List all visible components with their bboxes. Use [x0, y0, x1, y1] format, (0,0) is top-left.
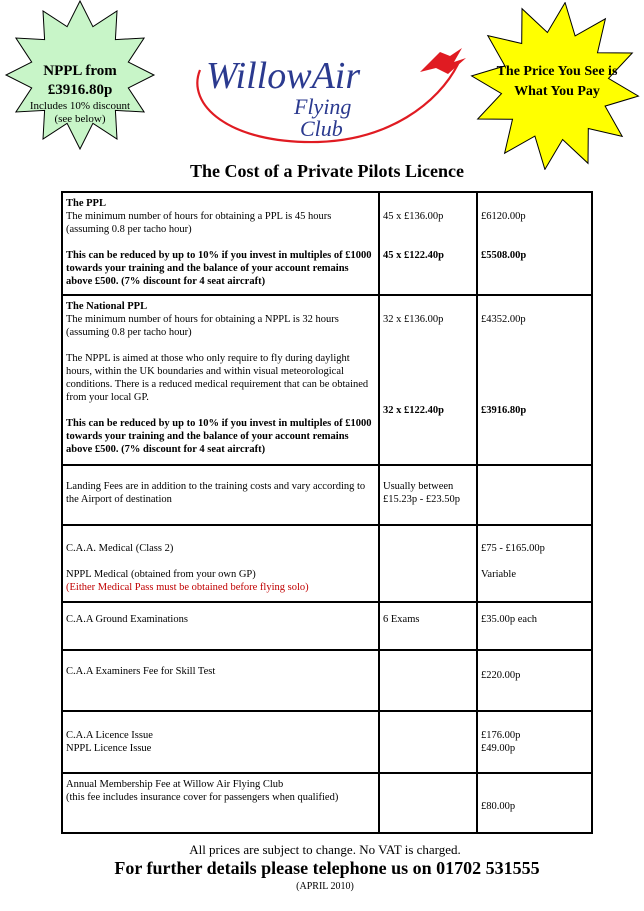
nppl-discount-hours: 32 x £122.40p	[383, 405, 444, 416]
licence-qty	[379, 711, 477, 773]
ppl-hours: 45 x £136.00p	[383, 211, 444, 222]
examiner-desc: C.A.A Examiners Fee for Skill Test	[62, 650, 379, 711]
licence-price-cell	[477, 711, 592, 773]
ppl-discount: This can be reduced by up to 10% if you invest in multiples of £1000 towards your training and the balance of your account remains above £500. (7% discount for 4 seat aircraft)	[66, 250, 372, 287]
badge-line-2: £3916.80p	[47, 82, 113, 98]
nppl-hours-cell	[379, 295, 477, 465]
medical-caa-price: £75 - £165.00p	[481, 543, 545, 554]
ppl-hours-cell	[379, 192, 477, 295]
medical-nppl: NPPL Medical (obtained from your own GP)	[66, 569, 256, 580]
landing-desc: Landing Fees are in addition to the training costs and vary according to the Airport of destination	[62, 465, 379, 525]
nppl-discount: This can be reduced by up to 10% if you invest in multiples of £1000 towards your training and the balance of your account remains above £500. (7% discount for 4 seat aircraft)	[66, 418, 372, 455]
willowair-logo	[188, 44, 470, 152]
badge-line-4: (see below)	[54, 113, 106, 125]
medical-caa: C.A.A. Medical (Class 2)	[66, 543, 174, 554]
examiner-qty	[379, 650, 477, 711]
nppl-hours: 32 x £136.00p	[383, 314, 444, 325]
nppl-desc: The minimum number of hours for obtaining a NPPL is 32 hours (assuming 0.8 per tacho hour)	[66, 314, 339, 338]
membership-line2: (this fee includes insurance cover for passengers when qualified)	[66, 792, 339, 803]
nppl-total-cell	[477, 295, 592, 465]
ppl-discount-total: £5508.00p	[481, 250, 527, 261]
nppl-description	[62, 295, 379, 465]
price-disclaimer: All prices are subject to change. No VAT is charged.	[189, 842, 461, 857]
medical-qty	[379, 525, 477, 602]
table-row-nppl	[62, 295, 592, 465]
membership-line1: Annual Membership Fee at Willow Air Flying Club	[66, 779, 284, 790]
medical-note: (Either Medical Pass must be obtained before flying solo)	[66, 582, 309, 593]
table-row-licence	[62, 711, 592, 773]
ppl-desc: The minimum number of hours for obtaining a PPL is 45 hours (assuming 0.8 per tacho hour)	[66, 211, 332, 235]
ground-desc: C.A.A Ground Examinations	[62, 602, 379, 650]
table-row-ground	[62, 602, 592, 650]
price-promise-badge: The Price You See is What You Pay	[496, 64, 618, 99]
ground-price: £35.00p each	[477, 602, 592, 650]
ppl-total: £6120.00p	[481, 211, 526, 222]
ppl-discount-hours: 45 x £122.40p	[383, 250, 444, 261]
contact-phone: For further details please telephone us on 01702 531555	[114, 858, 540, 878]
landing-total	[477, 465, 592, 525]
ppl-heading: The PPL	[66, 198, 106, 209]
membership-price: £80.00p	[477, 773, 592, 833]
table-row-examiner	[62, 650, 592, 711]
nppl-info: The NPPL is aimed at those who only require to fly during daylight hours, within the UK boundaries and within visual meteorological conditions. There is a reduced medical requirement that can be obtained from your local GP.	[66, 353, 369, 403]
licence-caa-price: £176.00p	[481, 730, 521, 741]
examiner-price: £220.00p	[477, 650, 592, 711]
medical-cell	[62, 525, 379, 602]
page-title: The Cost of a Private Pilots Licence	[190, 161, 464, 181]
licence-nppl: NPPL Licence Issue	[66, 743, 152, 754]
nppl-discount-total: £3916.80p	[481, 405, 527, 416]
nppl-price-badge	[20, 62, 140, 126]
svg-text:Club: Club	[300, 116, 343, 141]
nppl-heading: The National PPL	[66, 301, 148, 312]
svg-text:WillowAir: WillowAir	[206, 55, 361, 97]
table-row-landing	[62, 465, 592, 525]
ppl-total-cell	[477, 192, 592, 295]
svg-text:Flying: Flying	[294, 94, 352, 119]
table-row-ppl	[62, 192, 592, 295]
ppl-description	[62, 192, 379, 295]
badge-line-3: Includes 10% discount	[29, 100, 131, 112]
badge-line-1: NPPL from	[43, 63, 117, 79]
membership-cell	[62, 773, 379, 833]
cost-table	[61, 191, 593, 834]
medical-nppl-price: Variable	[481, 569, 516, 580]
date-note: (APRIL 2010)	[296, 881, 354, 892]
nppl-total: £4352.00p	[481, 314, 526, 325]
medical-price-cell	[477, 525, 592, 602]
licence-caa: C.A.A Licence Issue	[66, 730, 153, 741]
ground-qty: 6 Exams	[379, 602, 477, 650]
licence-cell	[62, 711, 379, 773]
table-row-membership	[62, 773, 592, 833]
landing-price: Usually between £15.23p - £23.50p	[379, 465, 477, 525]
table-row-medical	[62, 525, 592, 602]
membership-qty	[379, 773, 477, 833]
licence-nppl-price: £49.00p	[481, 743, 516, 754]
